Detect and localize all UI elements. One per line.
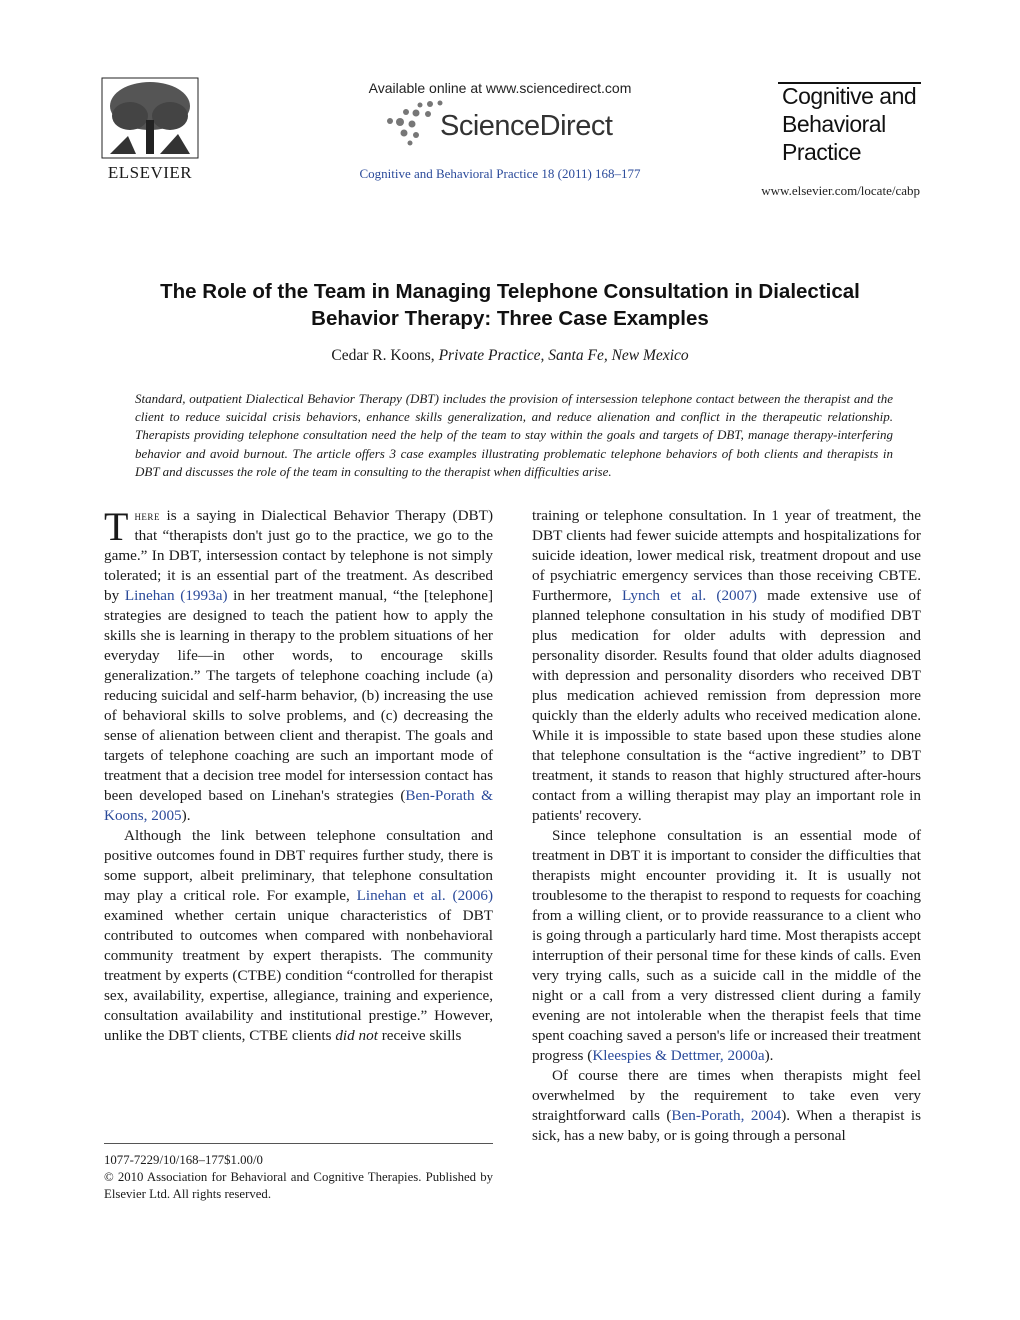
citation-link[interactable]: Kleespies & Dettmer, 2000a (592, 1047, 765, 1064)
small-caps-word: here (134, 508, 160, 523)
title-line-2: Behavior Therapy: Three Case Examples (311, 307, 709, 330)
drop-cap: T (104, 504, 129, 549)
abstract: Standard, outpatient Dialectical Behavior Therapy (DBT) includes the provision of intersession telephone contact between the therapist and the client to reduce suicidal crisis behaviors, enhance skills generalization, and reduce alienation and conflict in the therapeutic relationship. Therapists providing telephone consultation need the help of the team to stay within the goals and targets of DBT, manage therapy-interfering behavior and avoid burnout. The article offers 3 case examples illustrating problematic telephone behaviors of both clients and therapists in DBT and discusses the role of the team in consulting to the therapist when difficulties arise. (135, 391, 893, 479)
paragraph-text: Although the link between telephone consultation and positive outcomes found in DBT requires further study, there is some support, albeit preliminary, that telephone consultation may play a critical role. For example, (104, 827, 493, 904)
paragraph-text: Since telephone consultation is an essential mode of treatment in DBT it is important to consider the difficulties that therapists might encounter providing it. It is usually not troublesome to the therapist to respond to requests for coaching from a willing client, or to provide reassurance to a client who is going through a particularly hard time. Most therapists accept interruption of their personal time for these kinds of calls. Even very trying calls, such as a suicide call in the middle of the night or a call from a very distressed client during a family evening are not intolerable when the therapist feels that time spent coaching saved a person's life or increased their treatment progress ( (532, 827, 921, 1064)
paragraph-text: in her treatment manual, “the [telephone] strategies are designed to teach the patient how to apply the skills she is learning in therapy to the problem situations of her everyday life—in other words, to encourage skills generalization.” The targets of telephone coaching include (a) reducing suicidal and self-harm behavior, (b) increasing the use of behavioral skills to solve problems, and (c) decreasing the sense of alienation between client and therapist. The goals and targets of telephone coaching are such an important mode of treatment that a decision tree model for intersession contact has been developed based on Linehan's strategies ( (104, 587, 493, 804)
body-paragraph (532, 826, 921, 1066)
citation-link[interactable]: Lynch et al. (2007) (621, 587, 757, 604)
emphasis-text: did not (335, 1027, 378, 1044)
journal-logo-line-1: Cognitive and (782, 83, 917, 109)
paragraph-text: is a saying in Dialectical Behavior Therapy (DBT) that “therapists don't just go to the practice, we go to the game.” In DBT, intersession contact by telephone is not simply tolerated; it is an essential part of the treatment. As described by (104, 507, 493, 604)
paragraph-text: ). (181, 807, 191, 824)
issn-price-line: 1077-7229/10/168–177$1.00/0 (104, 1153, 263, 1167)
journal-url[interactable]: www.elsevier.com/locate/cabp (761, 183, 920, 198)
paragraph-text: examined whether certain unique characteristics of DBT contributed to outcomes when compared with nonbehavioral community treatment by expert therapists. The community treatment by experts (CTBE) condition “controlled for therapist sex, availability, expertise, allegiance, training and experience, consultation availability and institutional prestige.” However, unlike the DBT clients, CTBE clients (104, 907, 493, 1044)
citation-link[interactable]: Linehan (1993a) (124, 587, 228, 604)
body-paragraph (104, 826, 493, 1046)
journal-citation[interactable]: Cognitive and Behavioral Practice 18 (2011) 168–177 (359, 166, 641, 181)
author-affiliation: Private Practice, Santa Fe, New Mexico (438, 347, 689, 364)
journal-logo-line-2: Behavioral (782, 111, 886, 137)
paragraph-text: ). When a therapist is sick, has a new baby, or is going through a personal (532, 1107, 921, 1144)
body-paragraph (532, 1066, 921, 1146)
body-paragraph (532, 506, 921, 826)
body-column-left (104, 506, 493, 1046)
paragraph-text: ). (764, 1047, 774, 1064)
title-line-1: The Role of the Team in Managing Telephone Consultation in Dialectical (160, 280, 860, 303)
available-online-note: Available online at www.sciencedirect.com (368, 80, 632, 96)
paragraph-text: receive skills (377, 1027, 462, 1044)
citation-link[interactable]: Ben-Porath, 2004 (671, 1107, 782, 1124)
paragraph-text: made extensive use of planned telephone consultation in his study of modified DBT plus medication for older adults with depression and personality disorder. Results found that older adults diagnosed with depression and personality disorders who received DBT plus medication achieved remission from depression more quickly than the elderly adults who received medication alone. While it is impossible to state based upon these studies alone that telephone consultation is the “active ingredient” to DBT treatment, it stands to reason that highly structured after-hours contact from a willing therapist may play an important role in patients' recovery. (532, 587, 922, 824)
journal-logo (782, 82, 916, 166)
paragraph-text: Of course there are times when therapists might feel overwhelmed by the requirement to take even very straightforward calls ( (532, 1067, 921, 1124)
sciencedirect-brand: ScienceDirect (440, 110, 613, 142)
article-title (110, 278, 910, 332)
body-paragraph (104, 506, 493, 826)
citation-link[interactable]: Ben-Porath & Koons, 2005 (104, 787, 493, 824)
elsevier-wordmark: ELSEVIER (107, 163, 193, 182)
author-name: Cedar R. Koons, (331, 347, 435, 364)
footnote-rule (104, 1143, 493, 1144)
copyright-footnote (104, 1152, 493, 1203)
author-line (110, 347, 910, 365)
copyright-line: © 2010 Association for Behavioral and Cognitive Therapies. Published by Elsevier Ltd. All rights reserved. (104, 1170, 493, 1201)
body-column-right (532, 506, 921, 1146)
citation-link[interactable]: Linehan et al. (2006) (356, 887, 494, 904)
journal-logo-line-3: Practice (782, 139, 862, 165)
paragraph-text: training or telephone consultation. In 1 year of treatment, the DBT clients had fewer suicide attempts and hospitalizations for suicide ideation, lower medical risk, treatment dropout and use of psychiatric emergency services than those receiving CBTE. Furthermore, (532, 507, 921, 604)
